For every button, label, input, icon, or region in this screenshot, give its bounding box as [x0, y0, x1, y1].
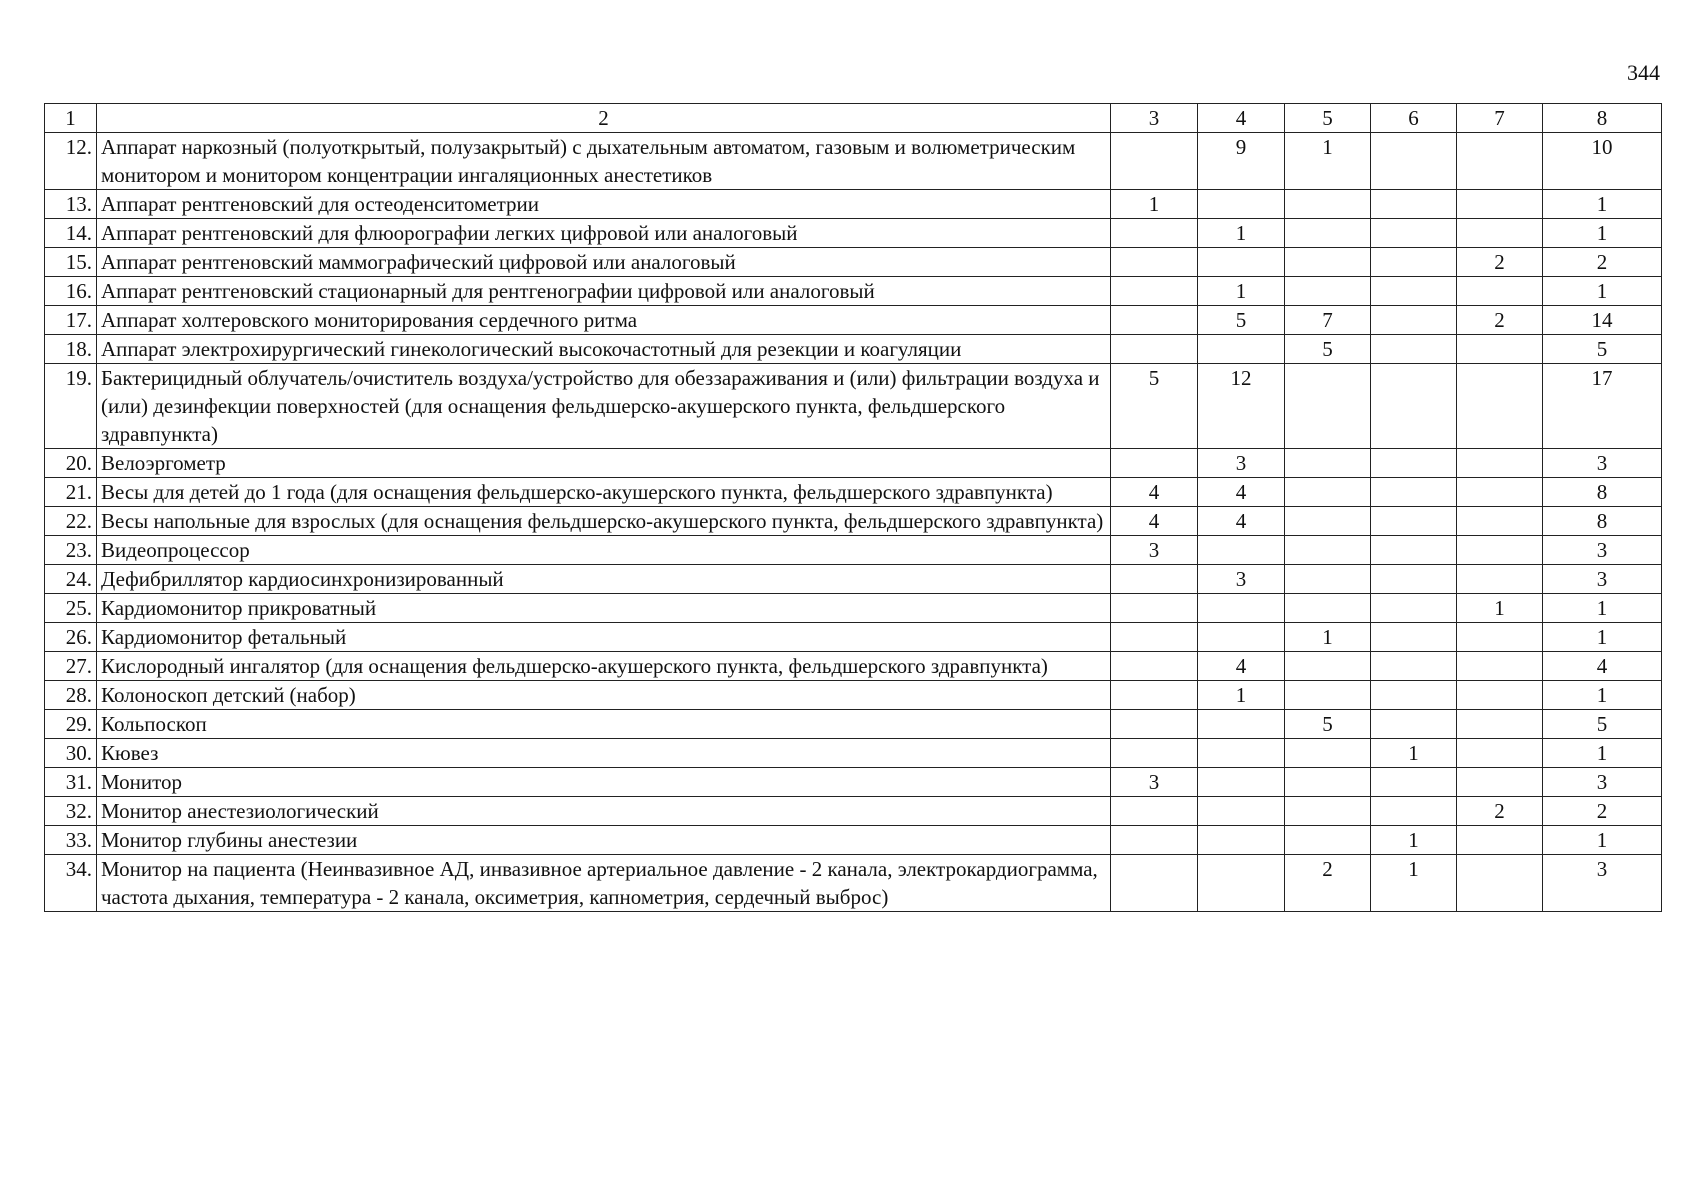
quantity-c8: 3 — [1543, 565, 1662, 594]
table-row — [45, 652, 1662, 681]
equipment-name: Аппарат рентгеновский маммографический цифровой или аналоговый — [97, 248, 1111, 277]
quantity-c4 — [1198, 623, 1285, 652]
quantity-c8: 1 — [1543, 623, 1662, 652]
quantity-c7 — [1457, 219, 1543, 248]
quantity-c8: 1 — [1543, 681, 1662, 710]
quantity-c6 — [1371, 335, 1457, 364]
quantity-c7 — [1457, 681, 1543, 710]
quantity-c4 — [1198, 797, 1285, 826]
quantity-c5 — [1285, 594, 1371, 623]
quantity-c5 — [1285, 536, 1371, 565]
quantity-c8: 8 — [1543, 507, 1662, 536]
row-number: 16. — [45, 277, 97, 306]
quantity-c7 — [1457, 710, 1543, 739]
quantity-c8: 1 — [1543, 826, 1662, 855]
row-number: 32. — [45, 797, 97, 826]
quantity-c4 — [1198, 855, 1285, 912]
table-row — [45, 565, 1662, 594]
table-row — [45, 219, 1662, 248]
quantity-c3 — [1111, 449, 1198, 478]
column-header-2: 2 — [97, 104, 1111, 133]
column-header-8: 8 — [1543, 104, 1662, 133]
quantity-c4: 1 — [1198, 277, 1285, 306]
quantity-c8: 3 — [1543, 536, 1662, 565]
equipment-name: Велоэргометр — [97, 449, 1111, 478]
quantity-c5 — [1285, 565, 1371, 594]
quantity-c7 — [1457, 364, 1543, 449]
quantity-c8: 5 — [1543, 335, 1662, 364]
quantity-c4 — [1198, 335, 1285, 364]
column-header-1: 1 — [45, 104, 97, 133]
quantity-c4: 1 — [1198, 219, 1285, 248]
equipment-name: Колоноскоп детский (набор) — [97, 681, 1111, 710]
quantity-c3 — [1111, 565, 1198, 594]
quantity-c8: 1 — [1543, 190, 1662, 219]
quantity-c7 — [1457, 826, 1543, 855]
quantity-c6 — [1371, 248, 1457, 277]
column-header-7: 7 — [1457, 104, 1543, 133]
quantity-c7 — [1457, 133, 1543, 190]
quantity-c4: 4 — [1198, 652, 1285, 681]
quantity-c7 — [1457, 739, 1543, 768]
quantity-c6 — [1371, 507, 1457, 536]
quantity-c5: 7 — [1285, 306, 1371, 335]
equipment-name: Кольпоскоп — [97, 710, 1111, 739]
quantity-c3: 4 — [1111, 507, 1198, 536]
column-header-4: 4 — [1198, 104, 1285, 133]
table-row — [45, 133, 1662, 190]
quantity-c5 — [1285, 248, 1371, 277]
quantity-c7 — [1457, 277, 1543, 306]
row-number: 13. — [45, 190, 97, 219]
quantity-c8: 1 — [1543, 277, 1662, 306]
equipment-name: Аппарат рентгеновский для флюорографии легких цифровой или аналоговый — [97, 219, 1111, 248]
quantity-c6 — [1371, 478, 1457, 507]
equipment-name: Весы для детей до 1 года (для оснащения фельдшерско-акушерского пункта, фельдшерского здравпункта) — [97, 478, 1111, 507]
table-row — [45, 826, 1662, 855]
table-row — [45, 190, 1662, 219]
quantity-c8: 5 — [1543, 710, 1662, 739]
quantity-c6 — [1371, 623, 1457, 652]
quantity-c5: 2 — [1285, 855, 1371, 912]
row-number: 12. — [45, 133, 97, 190]
quantity-c8: 3 — [1543, 768, 1662, 797]
row-number: 14. — [45, 219, 97, 248]
quantity-c3 — [1111, 797, 1198, 826]
quantity-c5 — [1285, 768, 1371, 797]
quantity-c8: 3 — [1543, 855, 1662, 912]
quantity-c4: 5 — [1198, 306, 1285, 335]
quantity-c7: 1 — [1457, 594, 1543, 623]
quantity-c6 — [1371, 768, 1457, 797]
quantity-c6 — [1371, 190, 1457, 219]
quantity-c3 — [1111, 133, 1198, 190]
quantity-c5: 1 — [1285, 623, 1371, 652]
quantity-c6 — [1371, 306, 1457, 335]
quantity-c5: 5 — [1285, 335, 1371, 364]
quantity-c8: 1 — [1543, 739, 1662, 768]
quantity-c7 — [1457, 507, 1543, 536]
quantity-c7 — [1457, 855, 1543, 912]
equipment-name: Аппарат рентгеновский стационарный для рентгенографии цифровой или аналоговый — [97, 277, 1111, 306]
quantity-c5 — [1285, 507, 1371, 536]
quantity-c3: 3 — [1111, 536, 1198, 565]
quantity-c6 — [1371, 797, 1457, 826]
quantity-c5 — [1285, 652, 1371, 681]
quantity-c5 — [1285, 449, 1371, 478]
quantity-c3 — [1111, 652, 1198, 681]
quantity-c3 — [1111, 248, 1198, 277]
table-row — [45, 248, 1662, 277]
quantity-c7 — [1457, 623, 1543, 652]
quantity-c8: 17 — [1543, 364, 1662, 449]
equipment-name: Весы напольные для взрослых (для оснащения фельдшерско-акушерского пункта, фельдшерского здравпункта) — [97, 507, 1111, 536]
table-body — [45, 133, 1662, 912]
table-row — [45, 536, 1662, 565]
quantity-c8: 8 — [1543, 478, 1662, 507]
row-number: 21. — [45, 478, 97, 507]
quantity-c3: 4 — [1111, 478, 1198, 507]
quantity-c3: 3 — [1111, 768, 1198, 797]
equipment-name: Аппарат рентгеновский для остеоденситометрии — [97, 190, 1111, 219]
quantity-c6: 1 — [1371, 826, 1457, 855]
quantity-c7: 2 — [1457, 797, 1543, 826]
quantity-c3 — [1111, 623, 1198, 652]
equipment-name: Кардиомонитор прикроватный — [97, 594, 1111, 623]
equipment-name: Кардиомонитор фетальный — [97, 623, 1111, 652]
quantity-c5 — [1285, 190, 1371, 219]
quantity-c7 — [1457, 565, 1543, 594]
quantity-c7 — [1457, 190, 1543, 219]
row-number: 25. — [45, 594, 97, 623]
equipment-name: Бактерицидный облучатель/очиститель воздуха/устройство для обеззараживания и (или) фильтрации воздуха и (или) дезинфекции поверхностей (для оснащения фельдшерско-акушерского пункта, фельдшерского здравпункта) — [97, 364, 1111, 449]
equipment-name: Кювез — [97, 739, 1111, 768]
quantity-c8: 1 — [1543, 594, 1662, 623]
quantity-c4: 9 — [1198, 133, 1285, 190]
quantity-c7 — [1457, 768, 1543, 797]
quantity-c4: 12 — [1198, 364, 1285, 449]
quantity-c7: 2 — [1457, 248, 1543, 277]
quantity-c6 — [1371, 536, 1457, 565]
quantity-c4 — [1198, 826, 1285, 855]
table-row — [45, 335, 1662, 364]
quantity-c5: 1 — [1285, 133, 1371, 190]
row-number: 17. — [45, 306, 97, 335]
row-number: 33. — [45, 826, 97, 855]
quantity-c3 — [1111, 306, 1198, 335]
quantity-c4 — [1198, 536, 1285, 565]
equipment-name: Аппарат наркозный (полуоткрытый, полузакрытый) с дыхательным автоматом, газовым и волюметрическим монитором и монитором концентрации ингаляционных анестетиков — [97, 133, 1111, 190]
quantity-c4 — [1198, 190, 1285, 219]
quantity-c3 — [1111, 335, 1198, 364]
table-row — [45, 623, 1662, 652]
quantity-c6 — [1371, 594, 1457, 623]
quantity-c8: 10 — [1543, 133, 1662, 190]
quantity-c7 — [1457, 652, 1543, 681]
quantity-c3 — [1111, 710, 1198, 739]
quantity-c8: 1 — [1543, 219, 1662, 248]
quantity-c3 — [1111, 739, 1198, 768]
quantity-c7 — [1457, 536, 1543, 565]
row-number: 24. — [45, 565, 97, 594]
quantity-c6 — [1371, 449, 1457, 478]
row-number: 31. — [45, 768, 97, 797]
quantity-c4: 3 — [1198, 565, 1285, 594]
quantity-c5 — [1285, 797, 1371, 826]
row-number: 26. — [45, 623, 97, 652]
quantity-c5 — [1285, 826, 1371, 855]
header-row — [45, 104, 1662, 133]
quantity-c4: 4 — [1198, 478, 1285, 507]
row-number: 15. — [45, 248, 97, 277]
quantity-c6 — [1371, 652, 1457, 681]
row-number: 20. — [45, 449, 97, 478]
quantity-c5 — [1285, 364, 1371, 449]
page-number: 344 — [1627, 60, 1660, 85]
quantity-c4 — [1198, 710, 1285, 739]
quantity-c5 — [1285, 478, 1371, 507]
quantity-c3 — [1111, 855, 1198, 912]
quantity-c5 — [1285, 681, 1371, 710]
quantity-c8: 2 — [1543, 248, 1662, 277]
equipment-name: Монитор глубины анестезии — [97, 826, 1111, 855]
quantity-c3 — [1111, 681, 1198, 710]
quantity-c3: 5 — [1111, 364, 1198, 449]
equipment-name: Монитор на пациента (Неинвазивное АД, инвазивное артериальное давление - 2 канала, электрокардиограмма, частота дыхания, температура - 2 канала, оксиметрия, капнометрия, сердечный выброс) — [97, 855, 1111, 912]
table-row — [45, 277, 1662, 306]
table-row — [45, 681, 1662, 710]
table-row — [45, 306, 1662, 335]
table-row — [45, 478, 1662, 507]
quantity-c6 — [1371, 364, 1457, 449]
quantity-c7 — [1457, 478, 1543, 507]
quantity-c3: 1 — [1111, 190, 1198, 219]
quantity-c3 — [1111, 594, 1198, 623]
quantity-c8: 2 — [1543, 797, 1662, 826]
quantity-c6 — [1371, 565, 1457, 594]
quantity-c4 — [1198, 594, 1285, 623]
row-number: 18. — [45, 335, 97, 364]
row-number: 29. — [45, 710, 97, 739]
quantity-c6: 1 — [1371, 739, 1457, 768]
quantity-c4: 4 — [1198, 507, 1285, 536]
column-header-3: 3 — [1111, 104, 1198, 133]
quantity-c6 — [1371, 681, 1457, 710]
equipment-name: Аппарат холтеровского мониторирования сердечного ритма — [97, 306, 1111, 335]
quantity-c4: 1 — [1198, 681, 1285, 710]
quantity-c3 — [1111, 826, 1198, 855]
table-row — [45, 594, 1662, 623]
quantity-c7: 2 — [1457, 306, 1543, 335]
row-number: 19. — [45, 364, 97, 449]
table-row — [45, 739, 1662, 768]
quantity-c6 — [1371, 219, 1457, 248]
table-row — [45, 364, 1662, 449]
quantity-c6 — [1371, 133, 1457, 190]
quantity-c3 — [1111, 277, 1198, 306]
equipment-name: Монитор анестезиологический — [97, 797, 1111, 826]
quantity-c3 — [1111, 219, 1198, 248]
quantity-c4 — [1198, 739, 1285, 768]
quantity-c5 — [1285, 219, 1371, 248]
table-row — [45, 507, 1662, 536]
equipment-name: Аппарат электрохирургический гинекологический высокочастотный для резекции и коагуляции — [97, 335, 1111, 364]
quantity-c5: 5 — [1285, 710, 1371, 739]
equipment-name: Дефибриллятор кардиосинхронизированный — [97, 565, 1111, 594]
quantity-c6 — [1371, 710, 1457, 739]
row-number: 27. — [45, 652, 97, 681]
table-row — [45, 710, 1662, 739]
quantity-c7 — [1457, 335, 1543, 364]
equipment-name: Видеопроцессор — [97, 536, 1111, 565]
table-row — [45, 855, 1662, 912]
row-number: 30. — [45, 739, 97, 768]
quantity-c4: 3 — [1198, 449, 1285, 478]
quantity-c5 — [1285, 739, 1371, 768]
quantity-c4 — [1198, 248, 1285, 277]
quantity-c8: 4 — [1543, 652, 1662, 681]
table-row — [45, 768, 1662, 797]
column-header-6: 6 — [1371, 104, 1457, 133]
quantity-c5 — [1285, 277, 1371, 306]
quantity-c8: 14 — [1543, 306, 1662, 335]
equipment-name: Кислородный ингалятор (для оснащения фельдшерско-акушерского пункта, фельдшерского здравпункта) — [97, 652, 1111, 681]
column-header-5: 5 — [1285, 104, 1371, 133]
equipment-table — [44, 103, 1662, 912]
quantity-c7 — [1457, 449, 1543, 478]
row-number: 34. — [45, 855, 97, 912]
row-number: 23. — [45, 536, 97, 565]
equipment-name: Монитор — [97, 768, 1111, 797]
row-number: 28. — [45, 681, 97, 710]
row-number: 22. — [45, 507, 97, 536]
quantity-c6 — [1371, 277, 1457, 306]
quantity-c4 — [1198, 768, 1285, 797]
table-row — [45, 449, 1662, 478]
quantity-c8: 3 — [1543, 449, 1662, 478]
quantity-c6: 1 — [1371, 855, 1457, 912]
table-row — [45, 797, 1662, 826]
